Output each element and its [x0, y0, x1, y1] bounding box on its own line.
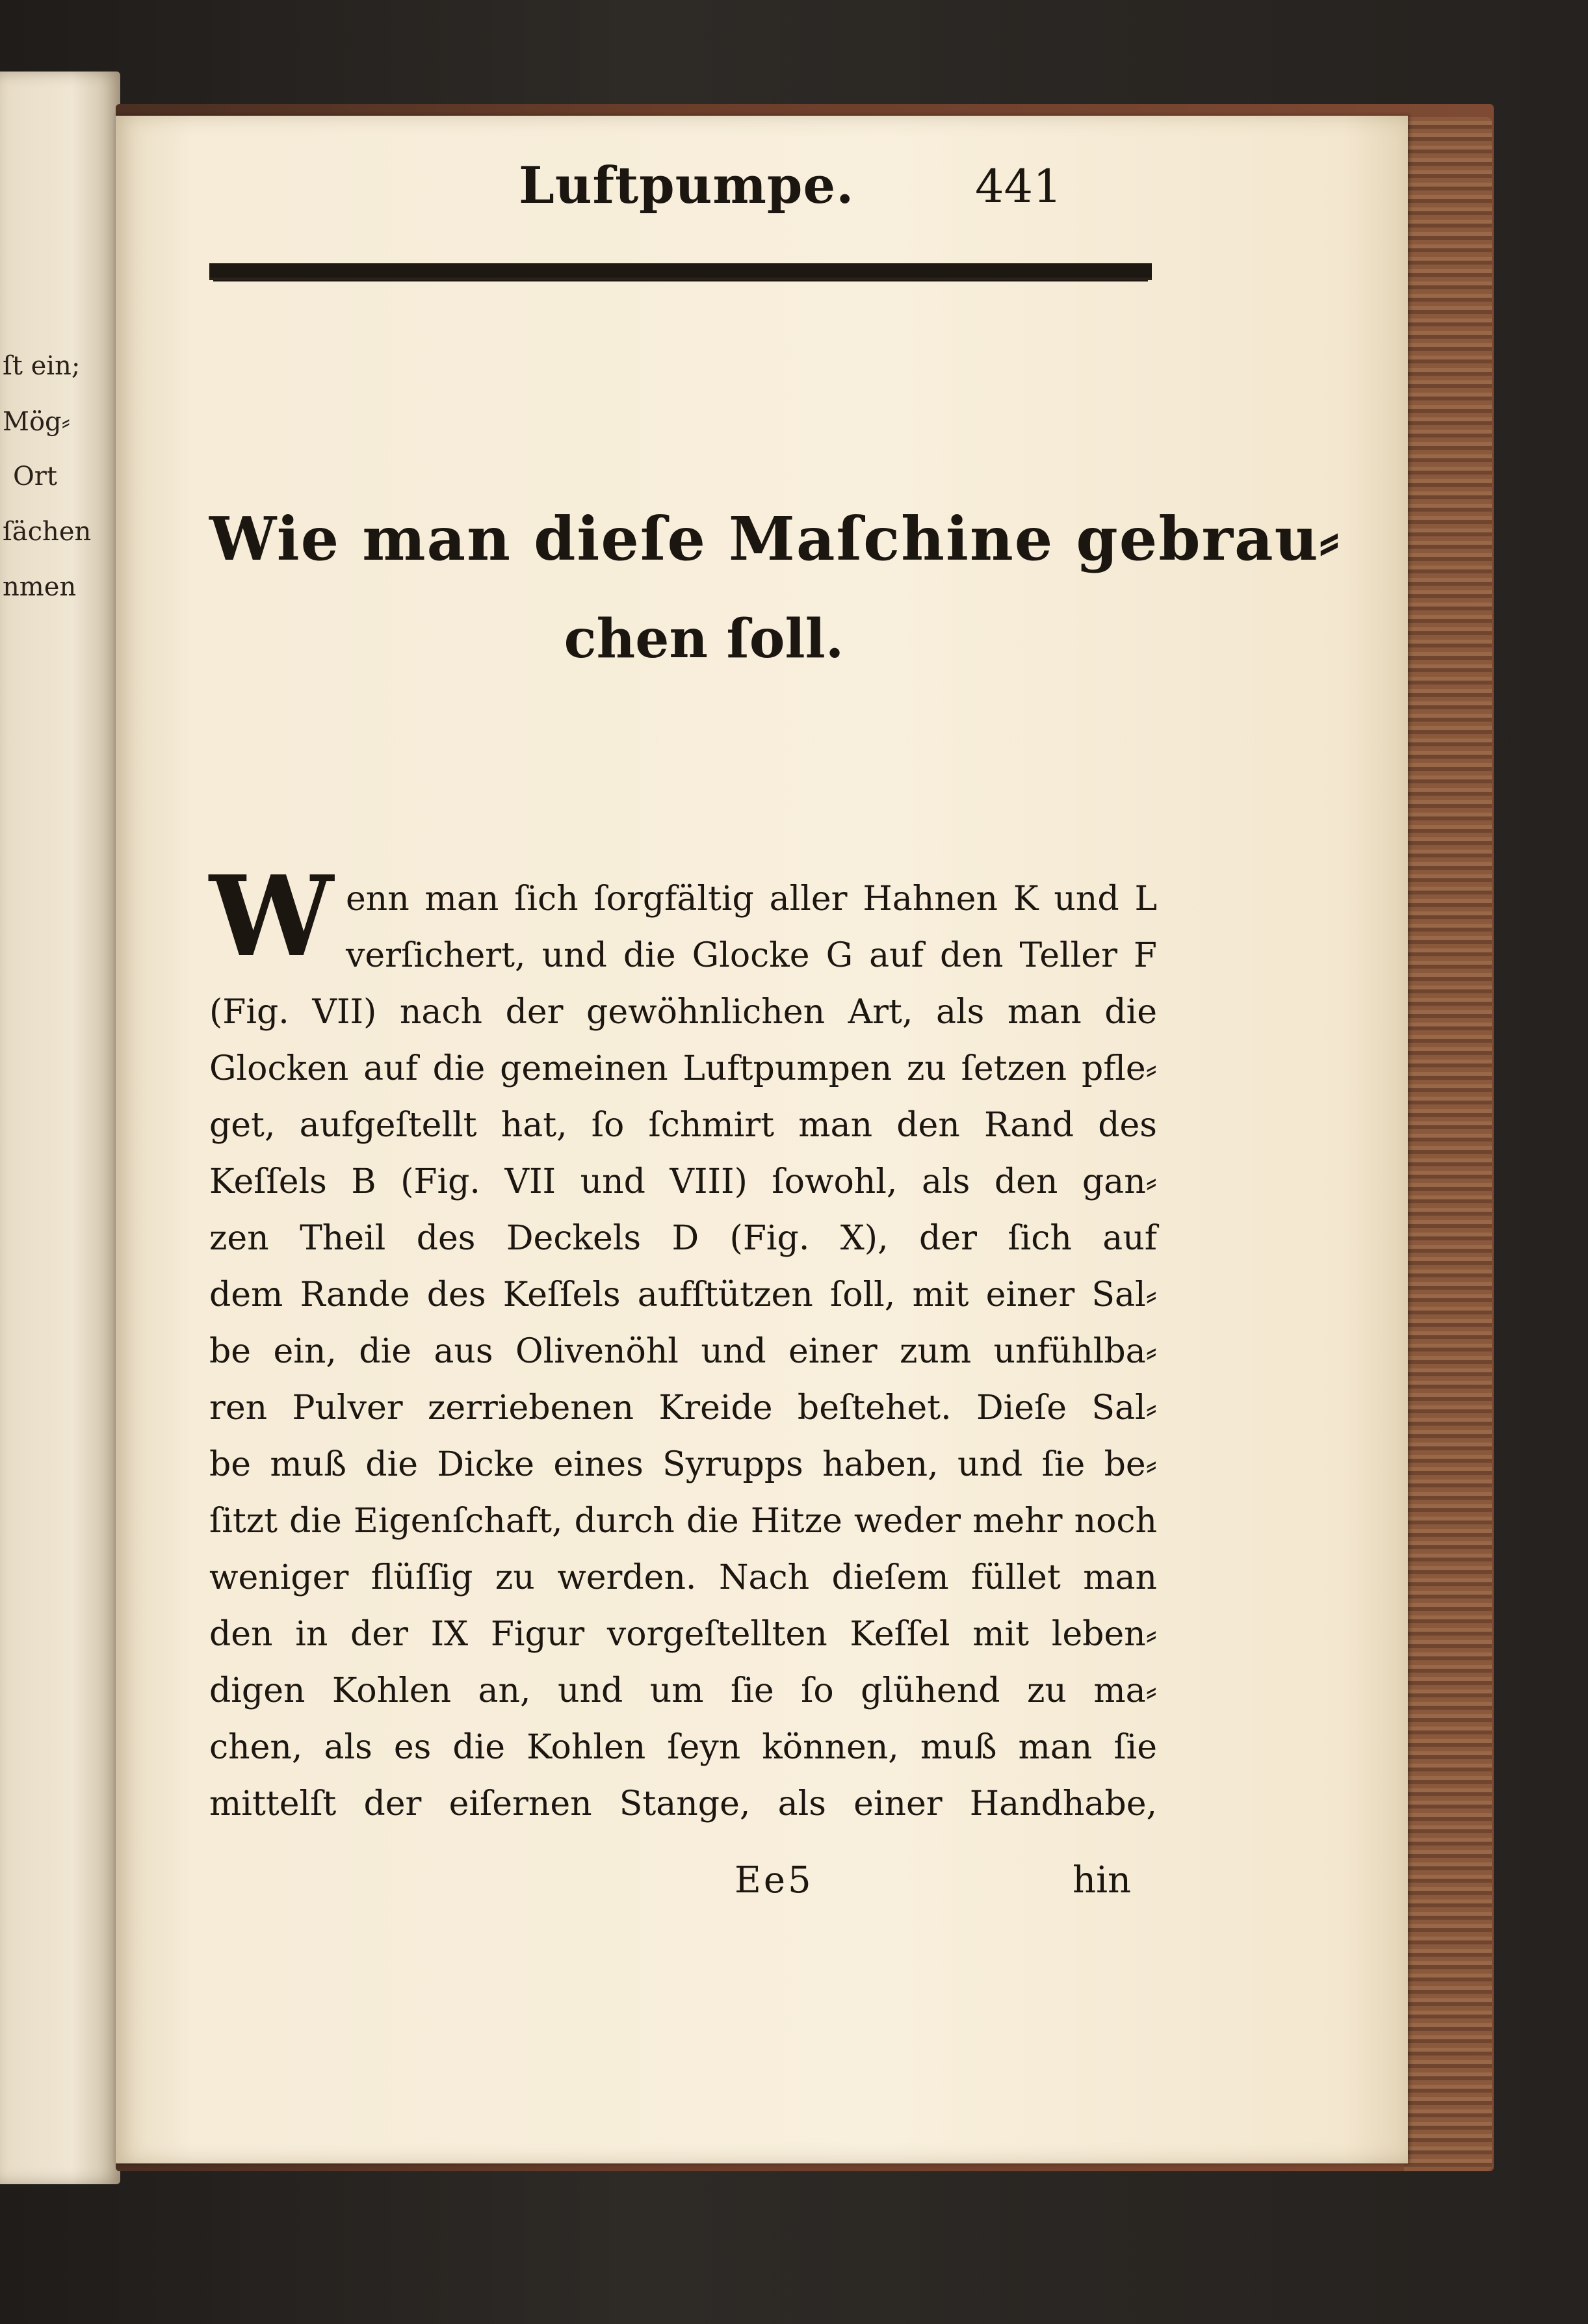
section-heading-line-2: chen ſoll. — [564, 608, 844, 670]
catchword: hin — [1073, 1859, 1132, 1901]
body-line: (Fig. VII) nach der gewöhnlichen Art, als man die — [209, 993, 1157, 1032]
body-line: be muß die Dicke eines Syrupps haben, und ſie be⸗ — [209, 1445, 1157, 1484]
body-line: mittelſt der eiſernen Stange, als einer Handhabe, — [209, 1784, 1157, 1823]
body-line: den in der IX Figur vorgeſtellten Keſſel mit leben⸗ — [209, 1615, 1157, 1654]
body-line: enn man ſich ſorgfältig aller Hahnen K und L — [346, 880, 1157, 919]
body-text — [209, 871, 1157, 1833]
signature-mark: Ee5 — [735, 1859, 814, 1901]
body-line: verſichert, und die Glocke G auf den Teller F — [346, 936, 1157, 975]
header-rule — [209, 263, 1152, 279]
body-line: Glocken auf die gemeinen Luftpumpen zu ſetzen pfle⸗ — [209, 1049, 1157, 1088]
page-number: 441 — [975, 160, 1062, 213]
left-page-fragment: ſt ein; — [3, 351, 81, 381]
body-line: ſitzt die Eigenſchaft, durch die Hitze weder mehr noch — [209, 1502, 1157, 1541]
left-page-fragment: nmen — [3, 572, 77, 602]
section-heading-line-1: Wie man dieſe Maſchine gebrau⸗ — [209, 504, 1341, 574]
left-page-fragment: Ort — [13, 462, 57, 491]
body-line: ren Pulver zerriebenen Kreide beſtehet. Dieſe Sal⸗ — [209, 1389, 1157, 1428]
running-header-title: Luftpumpe. — [519, 156, 855, 215]
body-line: be ein, die aus Olivenöhl und einer zum unfühlba⸗ — [209, 1332, 1157, 1371]
body-line: digen Kohlen an, und um ſie ſo glühend zu ma⸗ — [209, 1671, 1157, 1710]
drop-cap: W — [209, 852, 333, 982]
body-line: chen, als es die Kohlen ſeyn können, muß man ſie — [209, 1728, 1157, 1767]
left-page-fragment: Mög⸗ — [3, 407, 70, 437]
body-line: Keſſels B (Fig. VII und VIII) ſowohl, als den gan⸗ — [209, 1162, 1157, 1201]
left-page-fragment: ſächen — [3, 517, 92, 547]
body-line: weniger flüſſig zu werden. Nach dieſem füllet man — [209, 1558, 1157, 1597]
body-line: get, aufgeſtellt hat, ſo ſchmirt man den Rand des — [209, 1106, 1157, 1145]
body-line: zen Theil des Deckels D (Fig. X), der ſich auf — [209, 1219, 1157, 1258]
body-line: dem Rande des Keſſels aufſtützen ſoll, mit einer Sal⸗ — [209, 1275, 1157, 1314]
book-cover-edge — [1404, 117, 1492, 2171]
left-page-edge — [0, 72, 120, 2184]
